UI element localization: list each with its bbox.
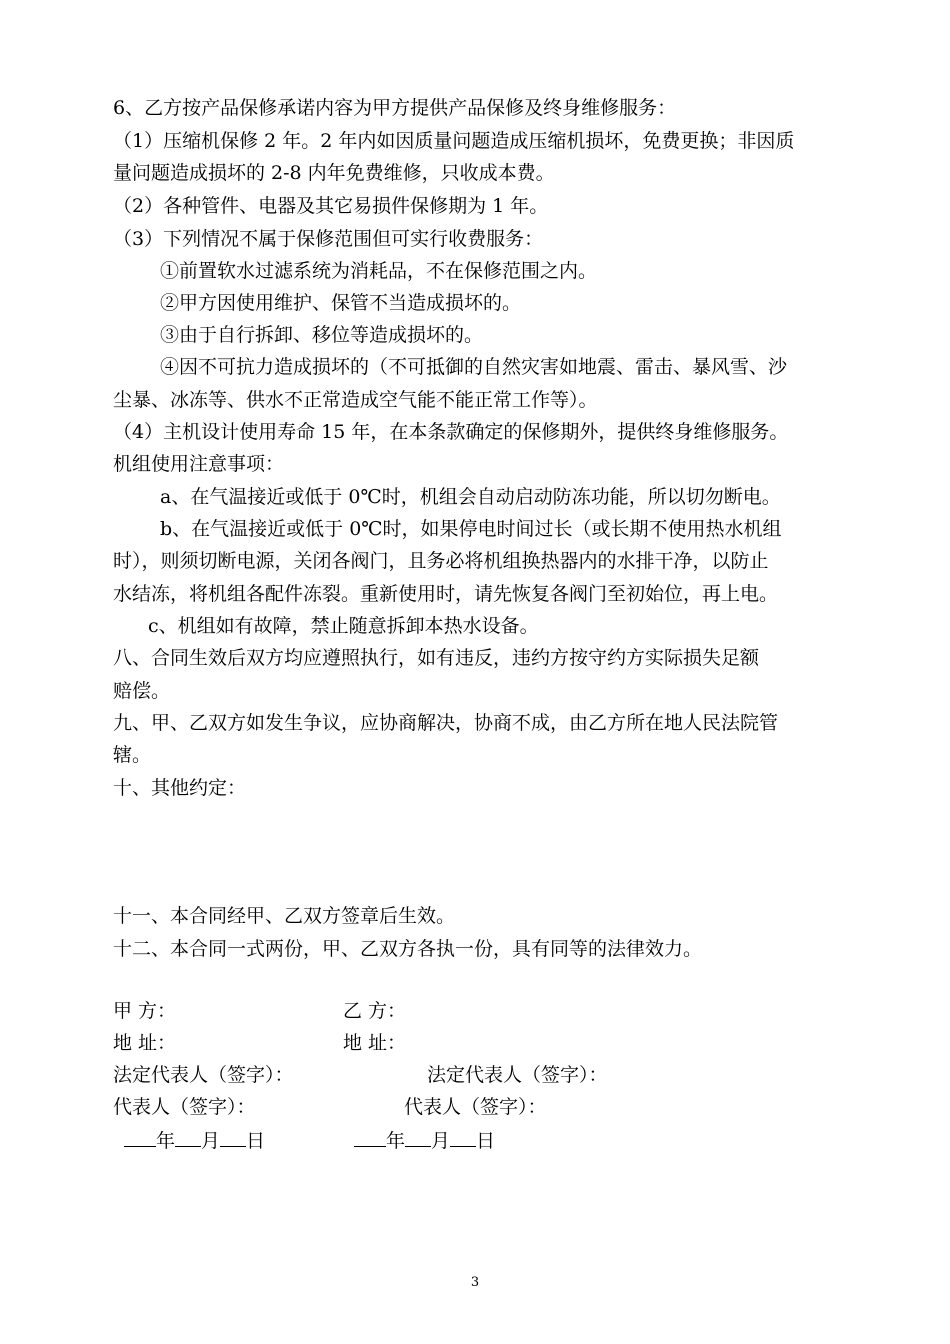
legal-rep-b-label: 法定代表人（签字）： — [427, 1064, 608, 1086]
clause-10: 十、其他约定： — [113, 777, 247, 799]
clause-11: 十一、本合同经甲、乙双方签章后生效。 — [113, 905, 456, 927]
month-blank[interactable] — [175, 1126, 201, 1147]
usage-notes-heading: 机组使用注意事项： — [113, 453, 285, 475]
usage-note-b: b、在气温接近或低于 0℃时，如果停电时间过长（或长期不使用热水机组 — [160, 518, 782, 540]
clause-6-item-1: （1）压缩机保修 2 年。2 年内如因质量问题造成压缩机损坏，免费更换；非因质 — [113, 130, 795, 152]
exclusion-2: ②甲方因使用维护、保管不当造成损坏的。 — [160, 292, 522, 314]
clause-6-item-3: （3）下列情况不属于保修范围但可实行收费服务： — [113, 228, 544, 250]
party-b-label: 乙 方： — [343, 1000, 407, 1022]
year-label: 年 — [156, 1130, 176, 1152]
day-label: 日 — [246, 1130, 266, 1152]
day-label: 日 — [476, 1130, 496, 1152]
party-a-label: 甲 方： — [113, 1000, 177, 1022]
exclusion-4: ④因不可抗力造成损坏的（不可抵御的自然灾害如地震、雷击、暴风雪、沙 — [160, 356, 788, 378]
exclusion-3: ③由于自行拆卸、移位等造成损坏的。 — [160, 324, 484, 346]
usage-note-c: c、机组如有故障，禁止随意拆卸本热水设备。 — [148, 615, 539, 637]
clause-6-heading: 6、乙方按产品保修承诺内容为甲方提供产品保修及终身维修服务： — [113, 97, 677, 119]
clause-6-item-4: （4）主机设计使用寿命 15 年，在本条款确定的保修期外，提供终身维修服务。 — [113, 421, 789, 443]
day-blank[interactable] — [220, 1126, 246, 1147]
page-number: 3 — [470, 1275, 480, 1290]
year-label: 年 — [386, 1130, 406, 1152]
clause-6-item-1-cont: 量问题造成损坏的 2-8 内年免费维修，只收成本费。 — [113, 162, 555, 184]
usage-note-b-cont-1: 时），则须切断电源，关闭各阀门，且务必将机组换热器内的水排干净，以防止 — [113, 550, 769, 572]
month-blank[interactable] — [405, 1126, 431, 1147]
rep-b-label: 代表人（签字）： — [404, 1096, 547, 1118]
address-a-label: 地 址： — [113, 1032, 177, 1054]
rep-a-label: 代表人（签字）： — [113, 1096, 256, 1118]
clause-9: 九、甲、乙双方如发生争议，应协商解决，协商不成，由乙方所在地人民法院管 — [113, 712, 779, 734]
usage-note-b-cont-2: 水结冻，将机组各配件冻裂。重新使用时，请先恢复各阀门至初始位，再上电。 — [113, 583, 779, 605]
legal-rep-a-label: 法定代表人（签字）： — [113, 1064, 294, 1086]
usage-note-a: a、在气温接近或低于 0℃时，机组会自动启动防冻功能，所以切勿断电。 — [160, 486, 781, 508]
month-label: 月 — [431, 1130, 451, 1152]
clause-9-cont: 辖。 — [113, 744, 152, 766]
exclusion-1: ①前置软水过滤系统为消耗品，不在保修范围之内。 — [160, 260, 598, 282]
date-line-a — [124, 1126, 265, 1154]
year-blank[interactable] — [354, 1126, 386, 1147]
clause-8: 八、合同生效后双方均应遵照执行，如有违反，违约方按守约方实际损失足额 — [113, 647, 760, 669]
clause-12: 十二、本合同一式两份，甲、乙双方各执一份，具有同等的法律效力。 — [113, 938, 703, 960]
address-b-label: 地 址： — [343, 1032, 407, 1054]
date-line-b — [354, 1126, 495, 1154]
clause-8-cont: 赔偿。 — [113, 680, 171, 702]
clause-6-item-2: （2）各种管件、电器及其它易损件保修期为 1 年。 — [113, 195, 549, 217]
day-blank[interactable] — [450, 1126, 476, 1147]
year-blank[interactable] — [124, 1126, 156, 1147]
exclusion-4-cont: 尘暴、冰冻等、供水不正常造成空气能不能正常工作等）。 — [113, 389, 598, 411]
month-label: 月 — [201, 1130, 221, 1152]
